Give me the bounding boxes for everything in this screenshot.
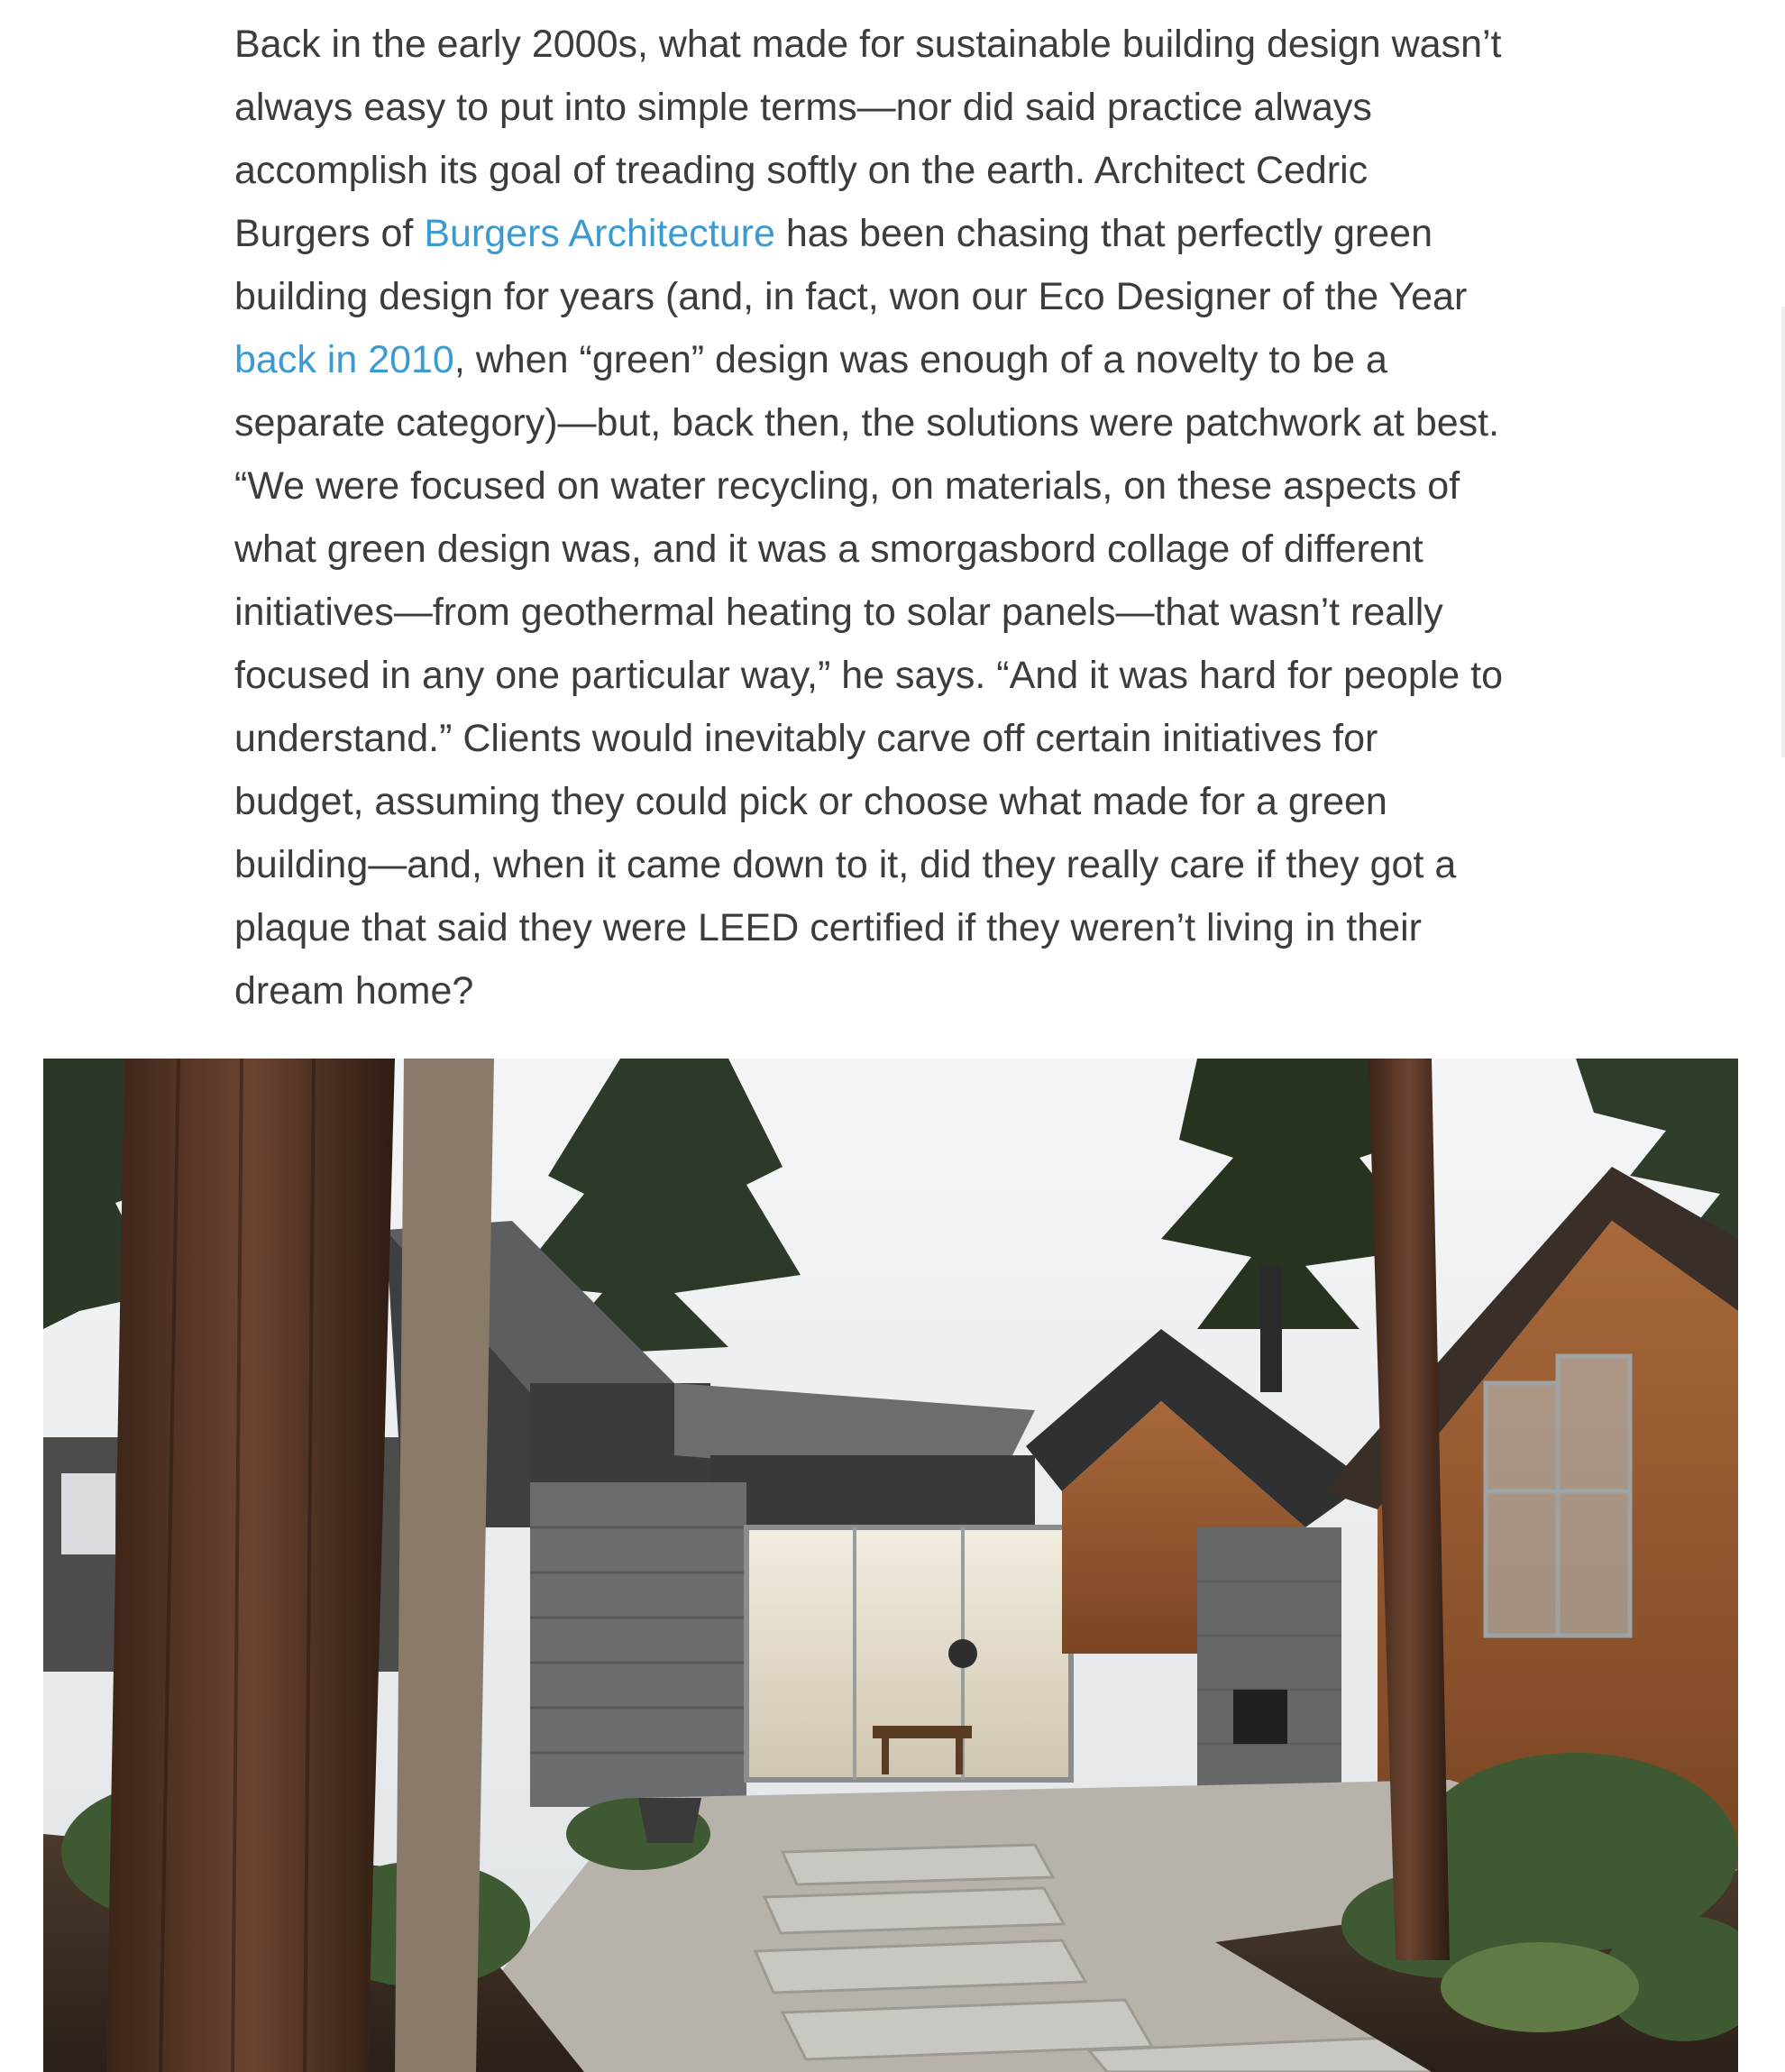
article-paragraph xyxy=(234,13,1551,1022)
article-line xyxy=(234,896,1551,959)
article-text: separate category)—but, back then, the solutions were patchwork at best. xyxy=(234,401,1500,445)
article-text: dream home? xyxy=(234,969,474,1013)
article-text: has been chasing that perfectly green xyxy=(774,212,1433,255)
article-line xyxy=(234,202,1551,265)
article-text: budget, assuming they could pick or choose what made for a green xyxy=(234,780,1387,823)
article-text: Burgers of xyxy=(234,212,425,255)
article-line xyxy=(234,328,1551,391)
article-text: understand.” Clients would inevitably carve off certain initiatives for xyxy=(234,717,1378,760)
house-photo xyxy=(43,1059,1738,2072)
article-line xyxy=(234,707,1551,770)
article-line xyxy=(234,139,1551,202)
article-text: focused in any one particular way,” he says. “And it was hard for people to xyxy=(234,654,1504,697)
article-text: Back in the early 2000s, what made for sustainable building design wasn’t xyxy=(234,23,1502,66)
article-text: plaque that said they were LEED certified if they weren’t living in their xyxy=(234,906,1422,949)
article-body xyxy=(234,13,1551,1022)
article-line xyxy=(234,644,1551,707)
article-line xyxy=(234,76,1551,139)
article-line xyxy=(234,518,1551,581)
article-text: accomplish its goal of treading softly on the earth. Architect Cedric xyxy=(234,149,1368,192)
inline-link[interactable]: back in 2010 xyxy=(234,338,454,381)
article-text: always easy to put into simple terms—nor did said practice always xyxy=(234,86,1372,129)
article-text: building—and, when it came down to it, did they really care if they got a xyxy=(234,843,1457,886)
article-line xyxy=(234,770,1551,833)
scrollbar-track[interactable] xyxy=(1781,307,1785,757)
article-line xyxy=(234,454,1551,518)
article-line xyxy=(234,13,1551,76)
article-text: what green design was, and it was a smorgasbord collage of different xyxy=(234,527,1423,571)
article-line xyxy=(234,959,1551,1022)
article-text: initiatives—from geothermal heating to solar panels—that wasn’t really xyxy=(234,591,1443,634)
article-text: , when “green” design was enough of a novelty to be a xyxy=(453,338,1387,381)
article-text: “We were focused on water recycling, on materials, on these aspects of xyxy=(234,464,1460,508)
inline-link[interactable]: Burgers Architecture xyxy=(424,212,775,255)
article-line xyxy=(234,833,1551,896)
article-line xyxy=(234,581,1551,644)
article-line xyxy=(234,265,1551,328)
article-line xyxy=(234,391,1551,454)
house-photo-illustration xyxy=(43,1059,1738,2072)
article-text: building design for years (and, in fact, won our Eco Designer of the Year xyxy=(234,275,1468,318)
